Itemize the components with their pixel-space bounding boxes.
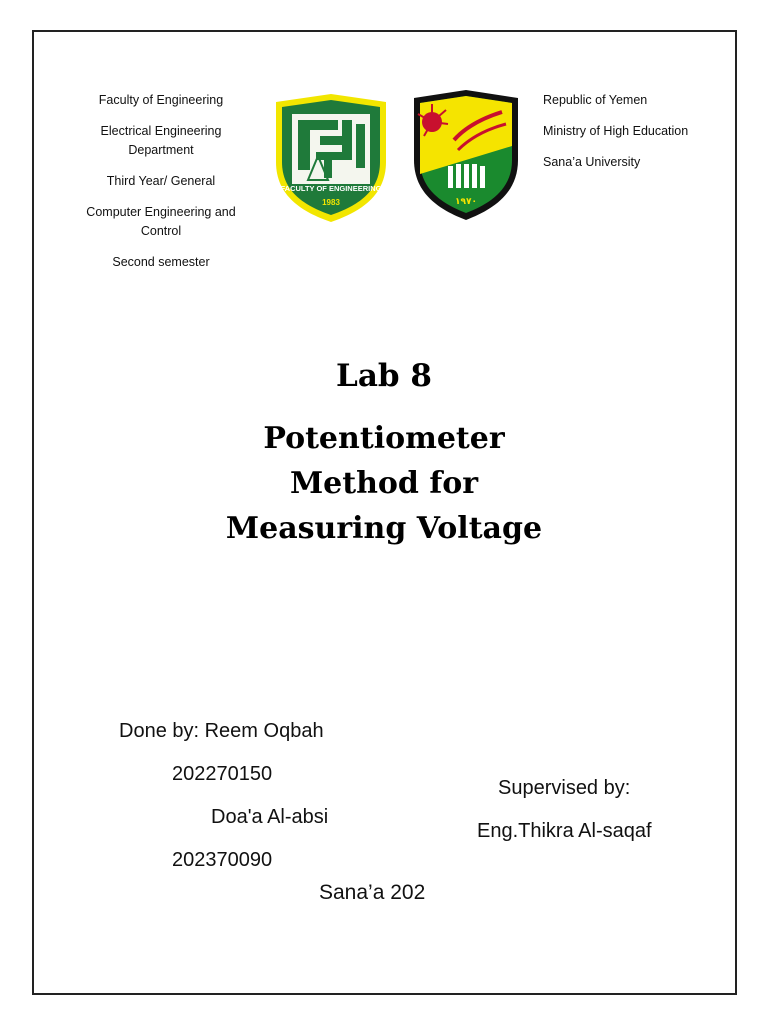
ministry-name: Ministry of High Education (543, 124, 689, 138)
header-left (80, 91, 242, 284)
engineering-faculty-logo (270, 92, 392, 224)
title-line-2: Method for (289, 466, 479, 501)
university-logo (410, 88, 522, 222)
place-year: Sana’a 202 (319, 881, 426, 904)
year-level: Third Year/ General (106, 174, 216, 188)
student-name-2: Doa'a Al-absi (211, 806, 329, 828)
faculty-name: Faculty of Engineering (98, 93, 224, 107)
engineering-logo-label: FACULTY OF ENGINEERING (280, 184, 382, 193)
student-id-2: 202370090 (172, 849, 273, 871)
university-name: Sana’a University (543, 155, 641, 169)
program-name: Computer Engineering and Control (86, 205, 236, 238)
country-name: Republic of Yemen (543, 93, 648, 107)
university-logo-year: ١٩٧٠ (455, 197, 477, 207)
department-name: Electrical Engineering Department (100, 124, 222, 157)
title-line-3: Measuring Voltage (225, 511, 543, 546)
semester: Second semester (112, 255, 210, 269)
title-line-1: Potentiometer (263, 421, 505, 456)
student-id-1: 202270150 (172, 763, 273, 785)
header-right (543, 91, 733, 184)
engineering-logo-year: 1983 (322, 198, 340, 207)
supervisor-name: Eng.Thikra Al-saqaf (477, 820, 652, 842)
report-title (0, 416, 768, 551)
done-by-label: Done by: Reem Oqbah (119, 720, 324, 742)
supervised-by-label: Supervised by: (498, 777, 631, 799)
lab-number: Lab 8 (336, 358, 432, 394)
